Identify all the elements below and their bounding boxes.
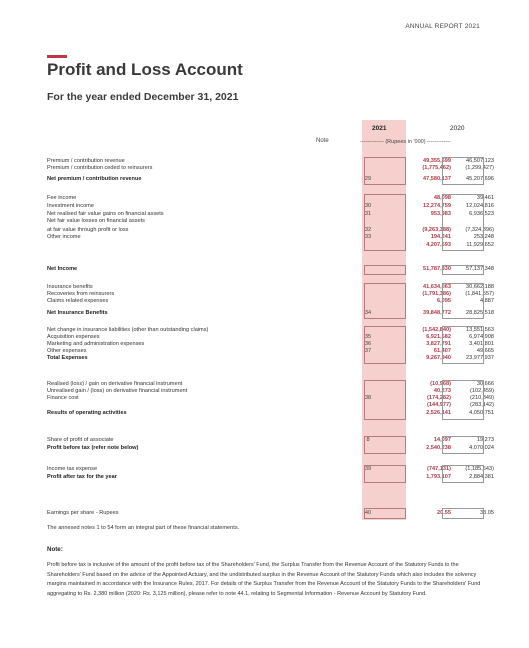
table-row <box>47 218 487 225</box>
row-value-2021: 61,407 <box>433 348 451 354</box>
row-value-2021: (1,542,840) <box>422 327 451 333</box>
row-value-2021: 1,793,107 <box>426 474 451 480</box>
figure-box-2020 <box>442 326 484 364</box>
current-year-header: 2021 <box>372 125 387 132</box>
row-label: Finance cost <box>47 395 79 401</box>
row-label: Net change in insurance liabilities (other than outstanding claims) <box>47 327 209 333</box>
row-label: Net Insurance Benefits <box>47 310 108 316</box>
row-note: 30 <box>364 203 372 209</box>
row-value-2021: 47,580,137 <box>423 176 451 182</box>
figure-box-2021 <box>364 508 406 519</box>
table-row <box>47 474 494 481</box>
row-value-2020: (210,349) <box>470 395 494 401</box>
row-value-2021: 9,267,940 <box>426 355 451 361</box>
row-value-2020: 45,207,696 <box>466 176 494 182</box>
table-row <box>47 341 494 348</box>
row-note: 32 <box>364 227 372 233</box>
row-value-2020: 2,884,381 <box>469 474 494 480</box>
row-label: Unrealised gain / (loss) on derivative financial instrument <box>47 388 188 394</box>
row-value-2021: 953,983 <box>430 211 451 217</box>
figure-box-2020 <box>442 283 484 319</box>
figure-box-2021 <box>364 283 406 319</box>
row-value-2021: 40,273 <box>433 388 451 394</box>
table-row <box>47 510 494 517</box>
row-value-2020: 39,461 <box>476 195 494 201</box>
row-value-2020: 4,050,751 <box>469 410 494 416</box>
row-note: 31 <box>364 211 372 217</box>
row-value-2020: 13,551,563 <box>466 327 494 333</box>
row-value-2021: 6,095 <box>437 298 451 304</box>
figure-box-2021 <box>364 436 406 454</box>
row-value-2021: 3,827,791 <box>426 341 451 347</box>
row-note: 33 <box>364 234 372 240</box>
table-row <box>47 466 494 473</box>
row-label: Net premium / contribution revenue <box>47 176 142 182</box>
figure-box-2020 <box>442 157 484 185</box>
row-value-2021: (9,263,388) <box>422 227 451 233</box>
table-row <box>47 158 494 165</box>
row-value-2021: (1,775,462) <box>422 165 451 171</box>
row-label: Net fair value losses on financial assets <box>47 218 145 224</box>
table-row <box>47 291 494 298</box>
row-value-2021: (747,131) <box>427 466 451 472</box>
row-label: Other expenses <box>47 348 87 354</box>
row-value-2020: (1,299,427) <box>465 165 494 171</box>
row-value-2020: 23,977,937 <box>466 355 494 361</box>
figure-box-2020 <box>442 508 484 519</box>
accent-bar <box>47 55 67 58</box>
row-label: Premium / contribution revenue <box>47 158 125 164</box>
row-value-2021: 20.55 <box>437 510 451 516</box>
table-row <box>47 195 494 202</box>
row-label: Income tax expense <box>47 466 98 472</box>
row-value-2020: 3,401,801 <box>469 341 494 347</box>
note-column-header: Note <box>316 138 329 144</box>
figure-box-2021 <box>364 157 406 185</box>
row-label: Claims related expenses <box>47 298 109 304</box>
row-value-2020: 30,662,188 <box>466 284 494 290</box>
figure-box-2020 <box>442 265 484 275</box>
row-value-2020: (283,142) <box>470 402 494 408</box>
row-note: 8 <box>366 437 370 443</box>
row-value-2020: 28,825,518 <box>466 310 494 316</box>
row-value-2021: 49,355,599 <box>423 158 451 164</box>
row-value-2020: 4,887 <box>480 298 494 304</box>
figure-box-2021 <box>364 380 406 420</box>
units-label: ------------- (Rupees in '000) ------------- <box>360 139 451 145</box>
row-note: 29 <box>364 176 372 182</box>
table-row <box>47 242 494 249</box>
row-value-2020: 30,666 <box>476 381 494 387</box>
figure-box-2020 <box>442 465 484 483</box>
row-value-2020: 6,974,908 <box>469 334 494 340</box>
row-value-2021: (10,968) <box>430 381 451 387</box>
table-row <box>47 310 494 317</box>
figure-box-2020 <box>442 194 484 251</box>
table-row <box>47 227 494 234</box>
row-label: Acquisition expenses <box>47 334 100 340</box>
row-label: at fair value through profit or loss <box>47 227 129 233</box>
row-value-2021: 12,274,759 <box>423 203 451 209</box>
row-label: Insurance benefits <box>47 284 93 290</box>
table-row <box>47 203 494 210</box>
table-row <box>47 381 494 388</box>
table-row <box>47 395 494 402</box>
row-value-2021: 41,634,063 <box>423 284 451 290</box>
row-value-2020: 253,248 <box>473 234 494 240</box>
row-value-2021: 39,848,772 <box>423 310 451 316</box>
table-row <box>47 437 494 444</box>
annual-report-label: ANNUAL REPORT 2021 <box>405 23 480 30</box>
table-row <box>47 165 494 172</box>
table-row <box>47 284 494 291</box>
row-value-2020: 57,137,348 <box>466 266 494 272</box>
table-row <box>47 410 494 417</box>
row-label: Results of operating activities <box>47 410 127 416</box>
row-label: Premium / contribution ceded to reinsurers <box>47 165 153 171</box>
figure-box-2020 <box>442 380 484 420</box>
annexed-notes-text: The annexed notes 1 to 54 form an integral part of these financial statements. <box>47 525 240 531</box>
row-value-2020: 4,070,024 <box>469 445 494 451</box>
row-value-2021: 14,097 <box>433 437 451 443</box>
table-row <box>47 388 494 395</box>
table-row <box>47 355 494 362</box>
row-value-2020: 46,507,123 <box>466 158 494 164</box>
row-value-2020: 19,273 <box>476 437 494 443</box>
figure-box-2020 <box>442 436 484 454</box>
row-value-2021: 2,540,238 <box>426 445 451 451</box>
table-row <box>47 334 494 341</box>
row-value-2021: (144,977) <box>427 402 451 408</box>
row-note: 35 <box>364 334 372 340</box>
row-note: 38 <box>364 395 372 401</box>
row-label: Investment income <box>47 203 94 209</box>
figure-box-2021 <box>364 265 406 275</box>
row-value-2020: (1,841,557) <box>465 291 494 297</box>
row-value-2021: 2,526,141 <box>426 410 451 416</box>
row-label: Other income <box>47 234 81 240</box>
figure-box-2021 <box>364 465 406 483</box>
note-heading: Note: <box>47 546 63 553</box>
row-value-2020: 11,929,652 <box>466 242 494 248</box>
row-label: Net realised fair value gains on financial assets <box>47 211 164 217</box>
row-value-2020: (7,324,396) <box>465 227 494 233</box>
row-value-2020: 49,665 <box>476 348 494 354</box>
table-row <box>47 402 494 409</box>
table-row <box>47 327 494 334</box>
row-label: Fee income <box>47 195 77 201</box>
table-row <box>47 298 494 305</box>
row-label: Total Expenses <box>47 355 88 361</box>
row-label: Realised (loss) / gain on derivative financial instrument <box>47 381 183 387</box>
table-row <box>47 176 494 183</box>
row-value-2020: (102,459) <box>470 388 494 394</box>
row-label: Net Income <box>47 266 78 272</box>
page-subtitle: For the year ended December 31, 2021 <box>47 91 239 103</box>
row-value-2020: 6,936,523 <box>469 211 494 217</box>
row-label: Profit after tax for the year <box>47 474 117 480</box>
figure-box-2021 <box>364 194 406 251</box>
row-value-2021: 51,787,830 <box>423 266 451 272</box>
row-note: 40 <box>364 510 372 516</box>
row-value-2021: 4,207,693 <box>426 242 451 248</box>
row-value-2021: 194,241 <box>430 234 451 240</box>
previous-year-header: 2020 <box>450 125 465 132</box>
row-note: 34 <box>364 310 372 316</box>
page-title: Profit and Loss Account <box>47 60 243 79</box>
row-value-2021: 48,098 <box>433 195 451 201</box>
row-label: Profit before tax (refer note below) <box>47 445 139 451</box>
row-label: Share of profit of associate <box>47 437 114 443</box>
row-value-2021: 6,921,582 <box>426 334 451 340</box>
figure-box-2021 <box>364 326 406 364</box>
row-value-2020: (1,185,643) <box>465 466 494 472</box>
row-note: 39 <box>364 466 372 472</box>
table-row <box>47 234 494 241</box>
table-row <box>47 211 494 218</box>
table-row <box>47 445 494 452</box>
row-label: Earnings per share - Rupees <box>47 510 119 516</box>
note-paragraph: Profit before tax is inclusive of the amount of the profit before tax of the Shareholders' Fund, the Surplus Transfer from the Revenue Account of the Statutory Funds to the Shareholders' Fund based on the advice of the Appointed Actuary, and the undistributed surplus in the Revenue Account of the Statutory Funds which also includes the solvency margins maintained in accordance with the Insurance Rules, 2017. For details of the Surplus Transfer from the Revenue Account of the Statutory Funds to the Shareholders' Fund aggregating to Rs. 2,380 million (2020: Rs. 3,125 million), please refer to note 44.1, relating to Segmental Information - Revenue Account by Statutory Fund. <box>47 562 481 597</box>
table-row <box>47 266 494 273</box>
table-row <box>47 348 494 355</box>
row-value-2020: 33.05 <box>480 510 494 516</box>
row-value-2020: 12,024,816 <box>466 203 494 209</box>
row-note: 37 <box>364 348 372 354</box>
row-value-2021: (174,282) <box>427 395 451 401</box>
row-value-2021: (1,791,386) <box>422 291 451 297</box>
row-label: Marketing and administration expenses <box>47 341 145 347</box>
row-label: Recoveries from reinsurers <box>47 291 115 297</box>
row-note: 36 <box>364 341 372 347</box>
